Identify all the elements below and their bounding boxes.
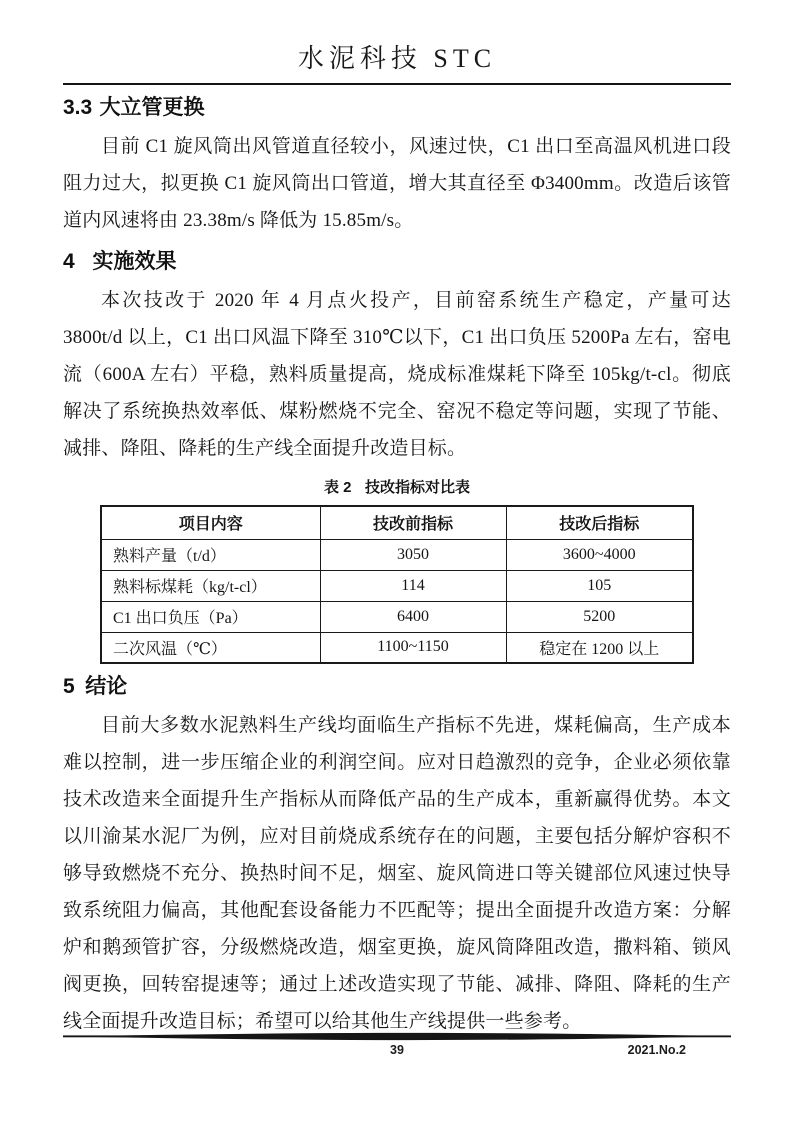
table-cell-label: 熟料标煤耗（kg/t-cl） — [101, 570, 320, 601]
table-cell-before: 114 — [320, 570, 506, 601]
section-number: 5 — [63, 675, 75, 698]
footer-rule — [63, 1032, 731, 1041]
table-caption — [63, 478, 731, 498]
table-row — [101, 601, 693, 632]
section-title: 大立管更换 — [99, 96, 205, 119]
footer-texts — [63, 1042, 731, 1060]
section-title: 结论 — [85, 675, 128, 698]
table-cell-before: 1100~1150 — [320, 632, 506, 663]
column-header-before: 技改前指标 — [320, 506, 506, 539]
table-row — [101, 539, 693, 570]
table-cell-label: 熟料产量（t/d） — [101, 539, 320, 570]
section-number: 4 — [63, 250, 75, 273]
table-cell-label: C1 出口负压（Pa） — [101, 601, 320, 632]
header-rule — [63, 83, 731, 85]
section-number: 3.3 — [63, 96, 93, 119]
table-cell-after: 5200 — [506, 601, 693, 632]
section-heading-4 — [63, 248, 731, 275]
table-cell-before: 6400 — [320, 601, 506, 632]
table-row — [101, 570, 693, 601]
section-heading-3-3 — [63, 94, 731, 121]
table-caption-label: 表 2 — [323, 479, 352, 496]
table-cell-label: 二次风温（℃） — [101, 632, 320, 663]
page-number: 39 — [390, 1043, 404, 1057]
paragraph-3-3: 目前 C1 旋风筒出风管道直径较小，风速过快，C1 出口至高温风机进口段阻力过大，拟更换 C1 旋风筒出口管道，增大其直径至 Φ3400mm。改造后该管道内风速将由 23.38m/s 降低为 15.85m/s。 — [63, 136, 731, 231]
section-title: 实施效果 — [92, 250, 177, 273]
table-cell-after: 105 — [506, 570, 693, 601]
page-footer — [63, 1032, 731, 1060]
table-cell-before: 3050 — [320, 539, 506, 570]
column-header-item: 项目内容 — [101, 506, 320, 539]
comparison-table — [100, 505, 694, 664]
section-heading-5 — [63, 673, 731, 700]
journal-title: 水泥科技 STC — [297, 44, 497, 73]
paragraph-4: 本次技改于 2020 年 4 月点火投产，目前窑系统生产稳定，产量可达 3800t/d 以上，C1 出口风温下降至 310℃以下，C1 出口负压 5200Pa 左右，窑电流（600A 左右）平稳，熟料质量提高，烧成标准煤耗下降至 105kg/t-cl。彻底解决了系统换热效率低、煤粉燃烧不完全、窑况不稳定等问题，实现了节能、减排、降阻、降耗的生产线全面提升改造目标。 — [63, 290, 731, 459]
issue-number: 2021.No.2 — [627, 1043, 686, 1057]
table-cell-after: 稳定在 1200 以上 — [506, 632, 693, 663]
table-caption-title: 技改指标对比表 — [365, 479, 471, 496]
table-row — [101, 632, 693, 663]
column-header-after: 技改后指标 — [506, 506, 693, 539]
table-header-row — [101, 506, 693, 539]
table-cell-after: 3600~4000 — [506, 539, 693, 570]
paragraph-5: 目前大多数水泥熟料生产线均面临生产指标不先进，煤耗偏高，生产成本难以控制，进一步压缩企业的利润空间。应对日趋激烈的竞争，企业必须依靠技术改造来全面提升生产指标从而降低产品的生产成本，重新赢得优势。本文以川渝某水泥厂为例，应对目前烧成系统存在的问题，主要包括分解炉容积不够导致燃烧不充分、换热时间不足，烟室、旋风筒进口等关键部位风速过快导致系统阻力偏高，其他配套设备能力不匹配等；提出全面提升改造方案：分解炉和鹅颈管扩容，分级燃烧改造，烟室更换，旋风筒降阻改造，撒料箱、锁风阀更换，回转窑提速等；通过上述改造实现了节能、减排、降阻、降耗的生产线全面提升改造目标；希望可以给其他生产线提供一些参考。 — [63, 715, 731, 1032]
